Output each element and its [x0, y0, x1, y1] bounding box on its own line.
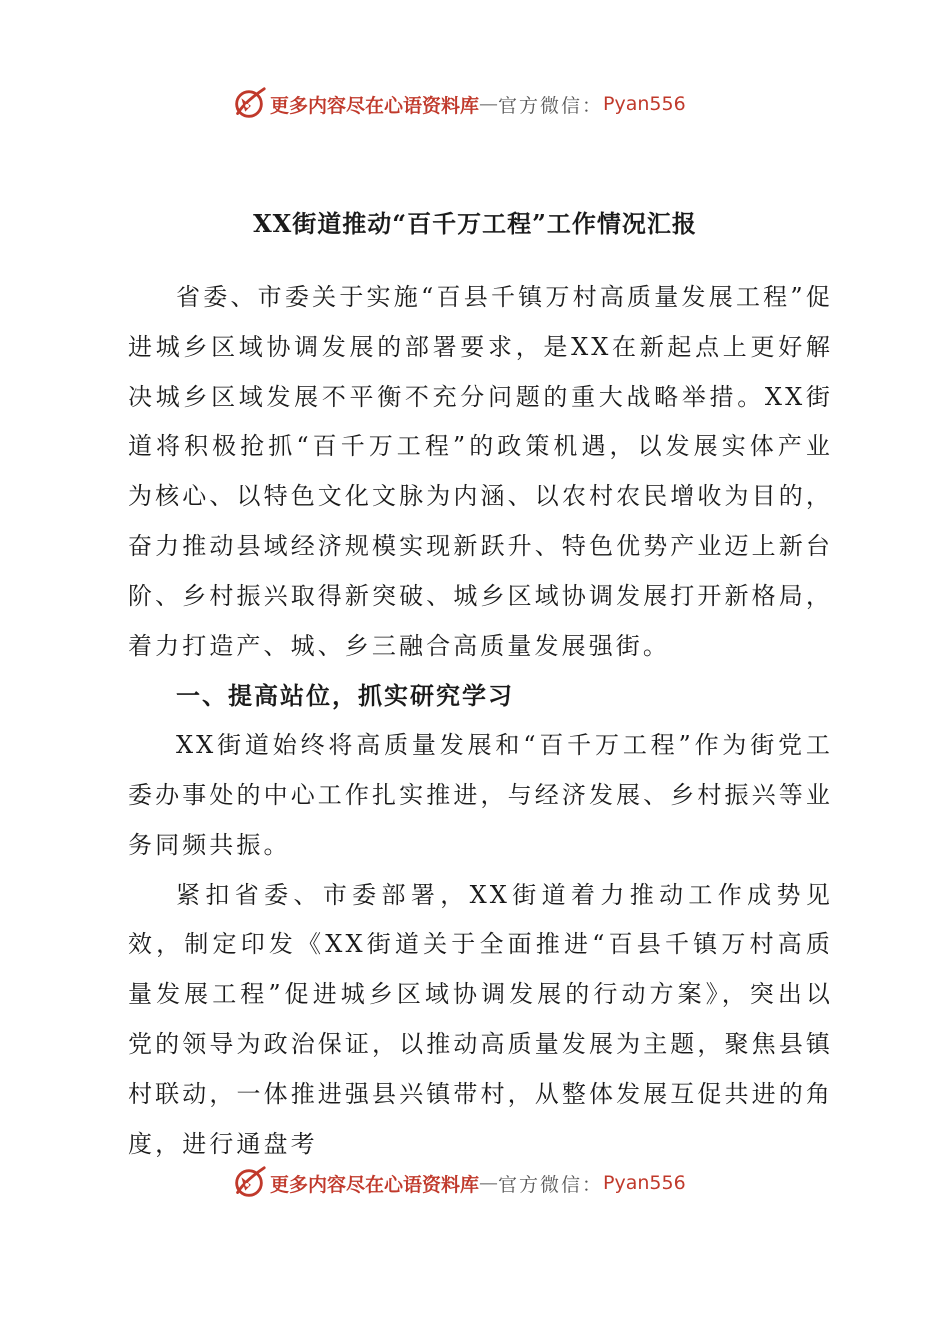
- watermark-site-text: 更多内容尽在心语资料库: [270, 94, 480, 117]
- pen-nib-circle-icon: [230, 1164, 268, 1202]
- watermark-banner-top: [230, 84, 750, 124]
- document-title: XX街道推动“百千万工程”工作情况汇报: [253, 209, 697, 238]
- watermark-wechat-label: 官方微信：: [498, 1173, 604, 1196]
- intro-paragraph: 省委、市委关于实施“百县千镇万村高质量发展工程”促进城乡区域协调发展的部署要求，是XX在新起点上更好解决城乡区域发展不平衡不充分问题的重大战略举措。XX街道将积极抢抓“百千万工程”的政策机遇，以发展实体产业为核心、以特色文化文脉为内涵、以农村农民增收为目的，奋力推动县域经济规模实现新跃升、特色优势产业迈上新台阶、乡村振兴取得新突破、城乡区域协调发展打开新格局，着力打造产、城、乡三融合高质量发展强街。: [128, 283, 833, 660]
- watermark-wechat-label: 官方微信：: [498, 94, 604, 117]
- watermark-dash: —: [479, 93, 499, 115]
- watermark-wechat-id: Pyan556: [603, 93, 686, 115]
- watermark-wechat-id: Pyan556: [603, 1172, 686, 1194]
- watermark-dash: —: [479, 1172, 499, 1194]
- section-paragraph: XX街道始终将高质量发展和“百千万工程”作为街党工委办事处的中心工作扎实推进，与经济发展、乡村振兴等业务同频共振。: [128, 731, 833, 859]
- watermark-site-text: 更多内容尽在心语资料库: [270, 1173, 480, 1196]
- section-heading: 一、提高站位，抓实研究学习: [176, 681, 514, 711]
- watermark-banner-bottom: [230, 1163, 750, 1203]
- pen-nib-circle-icon: [230, 85, 268, 123]
- section-paragraph: 紧扣省委、市委部署，XX街道着力推动工作成势见效，制定印发《XX街道关于全面推进“百县千镇万村高质量发展工程”促进城乡区域协调发展的行动方案》，突出以党的领导为政治保证，以推动高质量发展为主题，聚焦县镇村联动，一体推进强县兴镇带村，从整体发展互促共进的角度，进行通盘考: [128, 880, 833, 1158]
- document-body: [128, 273, 833, 1169]
